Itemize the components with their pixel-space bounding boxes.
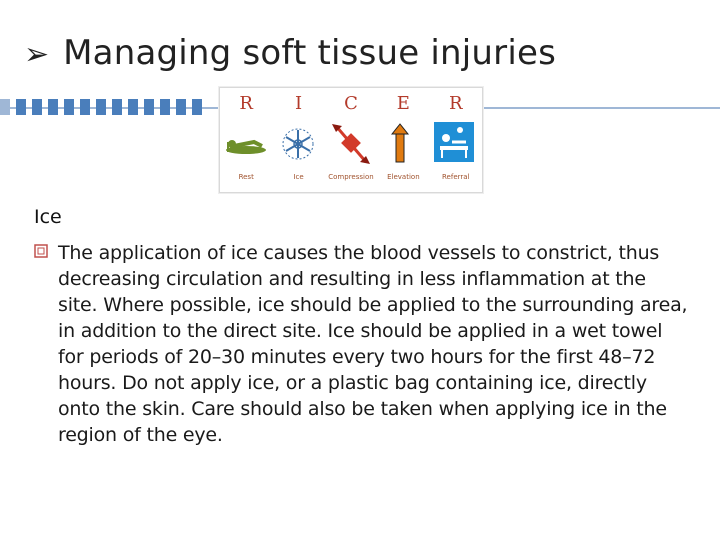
medical-referral-icon (434, 122, 474, 162)
accent-block (176, 99, 186, 115)
accent-block (128, 99, 138, 115)
rice-label-ice: Ice (293, 173, 304, 181)
rice-image (219, 87, 483, 193)
title-accent-blocks (0, 99, 208, 115)
rice-label-compression: Compression (328, 173, 374, 181)
accent-block (96, 99, 106, 115)
rice-label-rest: Rest (238, 173, 254, 181)
slide-title-row (24, 33, 557, 73)
accent-block (144, 99, 154, 115)
accent-block (48, 99, 58, 115)
bullet-item (34, 240, 694, 448)
accent-block (112, 99, 122, 115)
accent-block (192, 99, 202, 115)
elevation-arrow-icon (392, 124, 408, 162)
square-bullet-icon (34, 244, 48, 258)
accent-block (160, 99, 170, 115)
rice-letter-r2: R (448, 93, 463, 114)
compression-arrows-icon (332, 124, 370, 164)
rice-letter-c: C (344, 93, 358, 114)
rice-label-referral: Referral (442, 173, 470, 181)
rice-icons (220, 118, 482, 168)
bullet-text: The application of ice causes the blood vessels to constrict, thus decreasing circulation and resulting in less inflammation at the site. Where possible, ice should be applied to the surrounding area, in addition to the direct site. Ice should be applied in a wet towel for periods of 20–30 minutes every two hours for the first 48–72 hours. Do not apply ice, or a plastic bag containing ice, directly onto the skin. Care should also be taken when applying ice in the region of the eye. (58, 242, 688, 446)
section-heading: Ice (34, 206, 62, 228)
rice-label-elevation: Elevation (387, 173, 420, 181)
page-title: Managing soft tissue injuries (63, 33, 557, 73)
person-resting-icon (226, 140, 266, 154)
accent-block (0, 99, 10, 115)
accent-block (32, 99, 42, 115)
accent-block (80, 99, 90, 115)
snowflake-icon (283, 129, 313, 159)
arrow-bullet-icon: ➢ (24, 37, 50, 72)
rice-letter-e: E (396, 93, 410, 114)
rice-letter-r: R (239, 93, 253, 114)
accent-block (64, 99, 74, 115)
rice-letter-i: I (295, 93, 303, 114)
rice-letters (220, 94, 482, 114)
accent-block (16, 99, 26, 115)
rice-labels (220, 172, 482, 182)
